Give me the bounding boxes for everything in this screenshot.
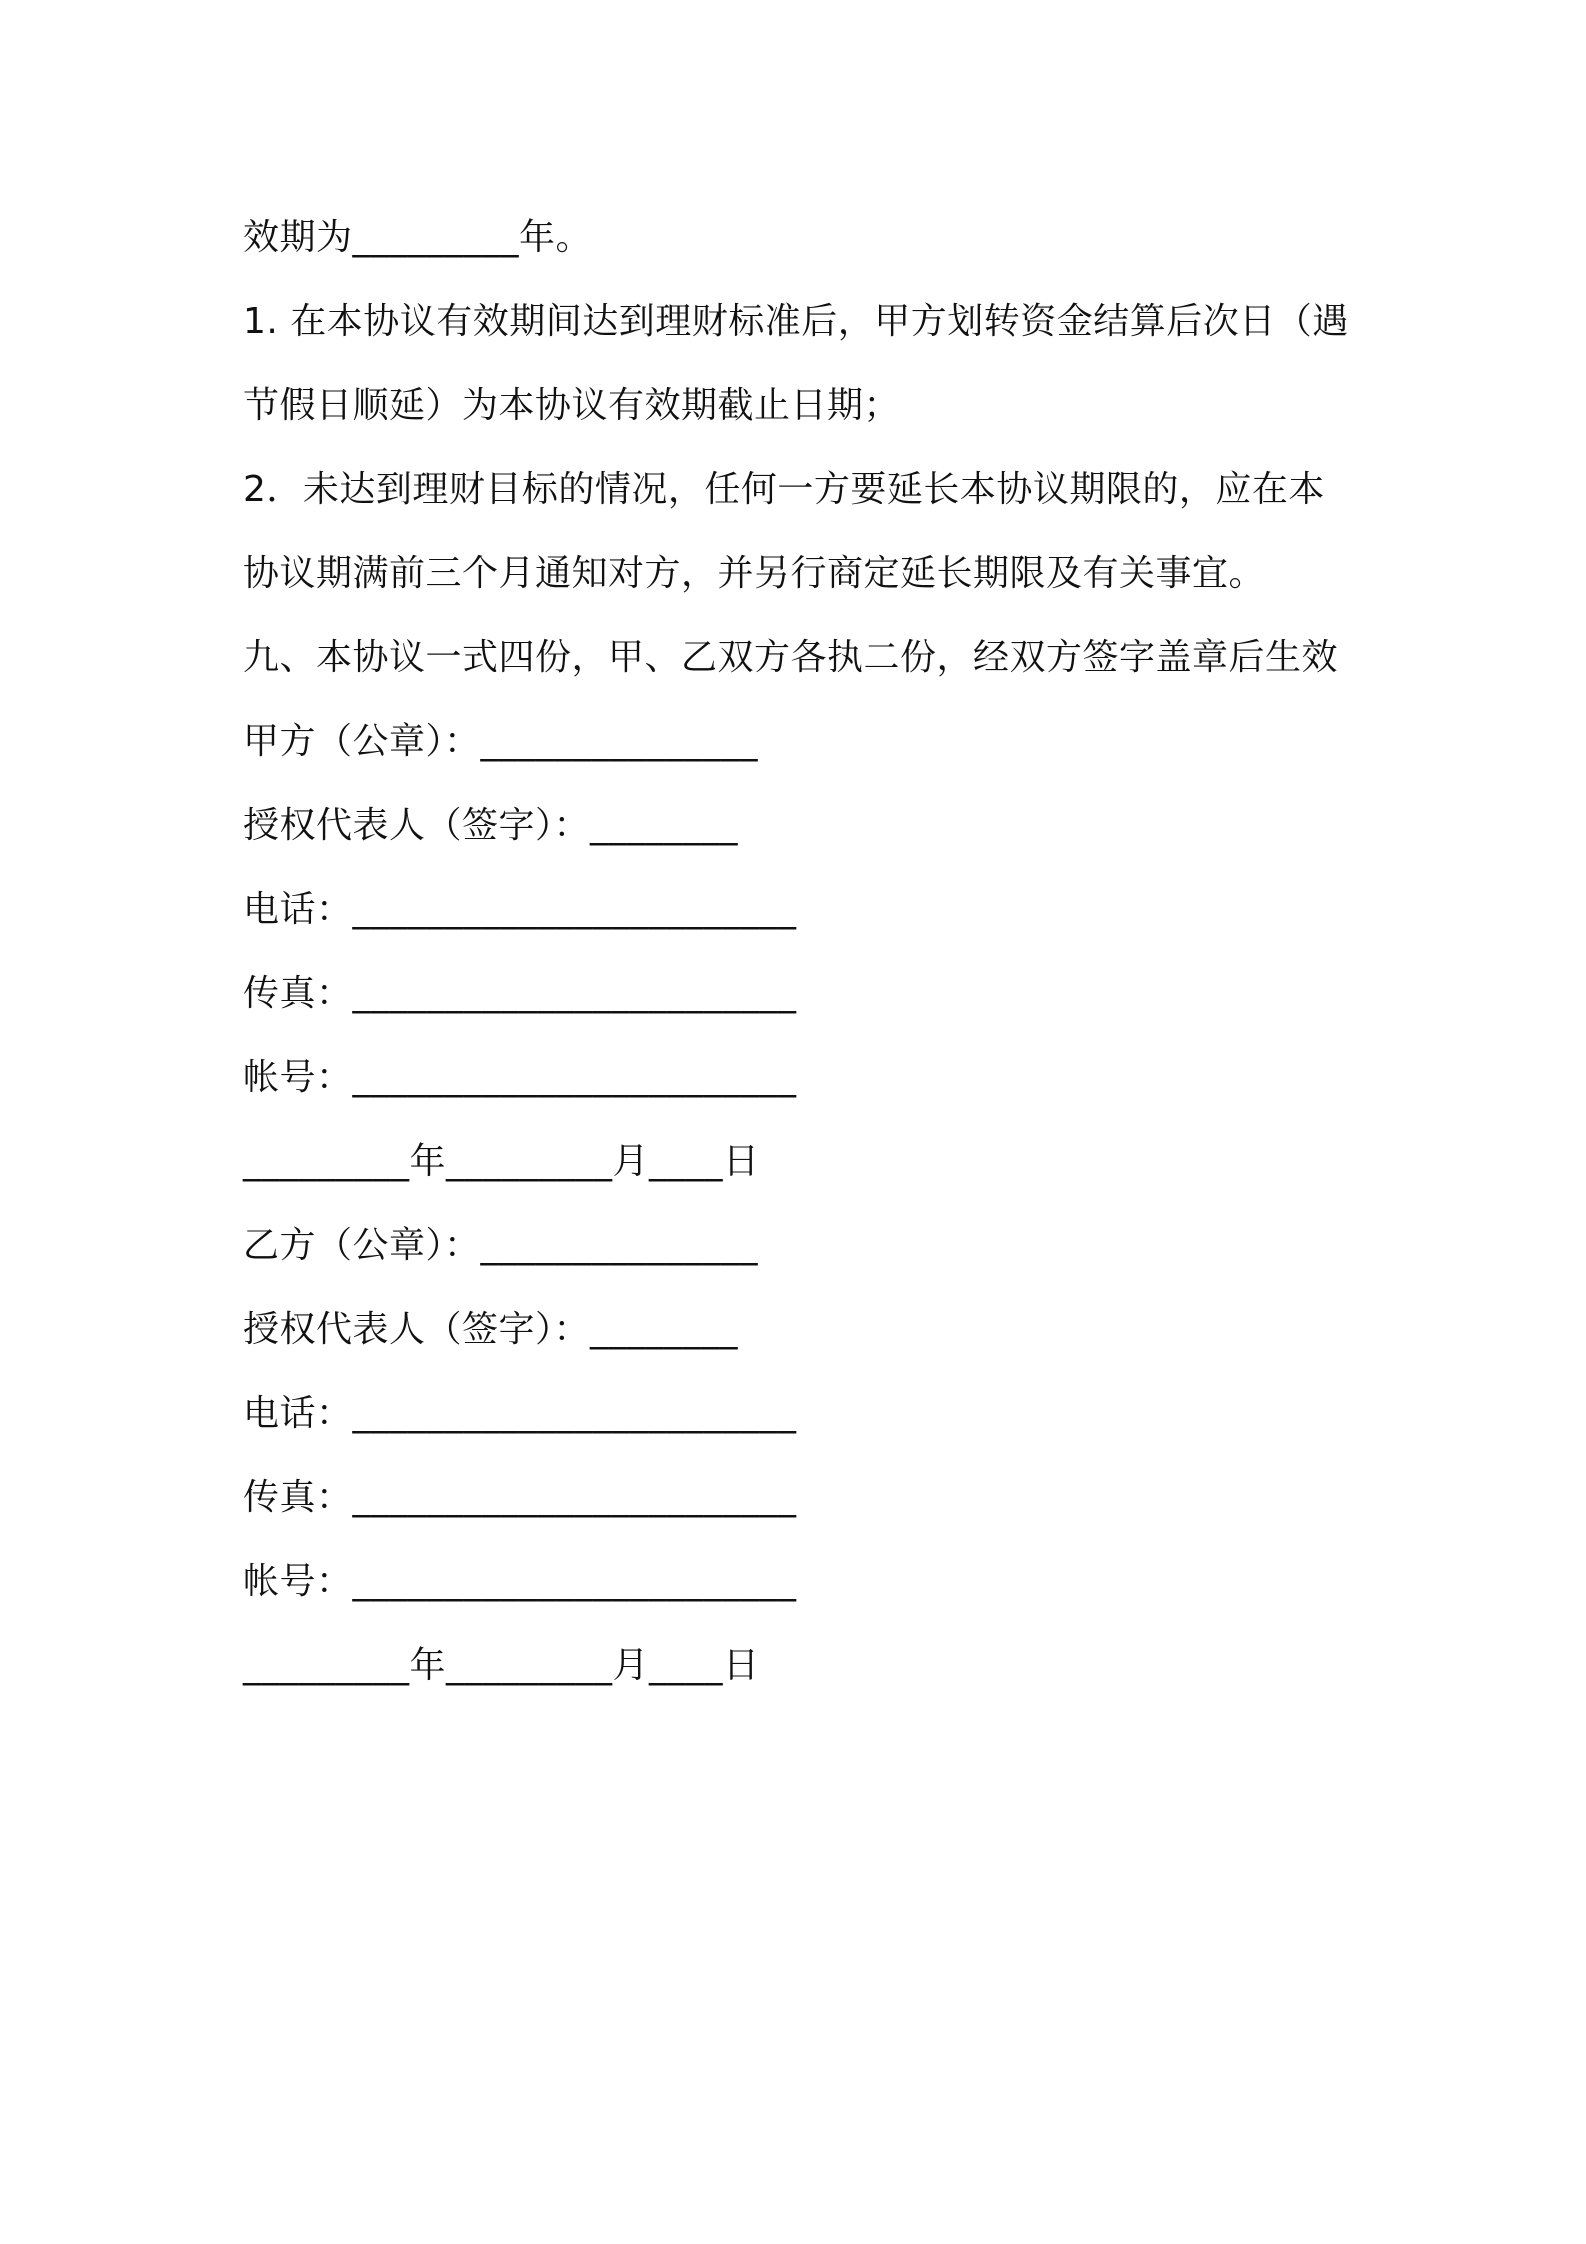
clause-9-line: 九、本协议一式四份，甲、乙双方各执二份，经双方签字盖章后生效 bbox=[243, 637, 1339, 678]
party-b-representative-line: 授权代表人（签字）：________ bbox=[243, 1309, 739, 1350]
party-a-seal-line: 甲方（公章）：_______________ bbox=[243, 721, 759, 762]
party-b-phone-line: 电话：________________________ bbox=[243, 1393, 797, 1434]
party-b-date-line: _________年_________月____日 bbox=[243, 1645, 760, 1686]
clause-2-line-2: 协议期满前三个月通知对方，并另行商定延长期限及有关事宜。 bbox=[243, 553, 1266, 594]
party-a-phone-line: 电话：________________________ bbox=[243, 889, 797, 930]
term-validity-line: 效期为_________年。 bbox=[243, 217, 593, 258]
clause-1-line-1: 1. 在本协议有效期间达到理财标准后，甲方划转资金结算后次日（遇 bbox=[243, 301, 1349, 342]
party-a-account-line: 帐号：________________________ bbox=[243, 1057, 797, 1098]
document-body bbox=[243, 196, 1363, 1708]
party-a-representative-line: 授权代表人（签字）：________ bbox=[243, 805, 739, 846]
party-b-fax-line: 传真：________________________ bbox=[243, 1477, 797, 1518]
party-b-seal-line: 乙方（公章）：_______________ bbox=[243, 1225, 759, 1266]
clause-2-line-1: 2．未达到理财目标的情况，任何一方要延长本协议期限的，应在本 bbox=[243, 469, 1325, 510]
party-a-fax-line: 传真：________________________ bbox=[243, 973, 797, 1014]
clause-1-line-2: 节假日顺延）为本协议有效期截止日期； bbox=[243, 385, 901, 426]
party-b-account-line: 帐号：________________________ bbox=[243, 1561, 797, 1602]
party-a-date-line: _________年_________月____日 bbox=[243, 1141, 760, 1182]
